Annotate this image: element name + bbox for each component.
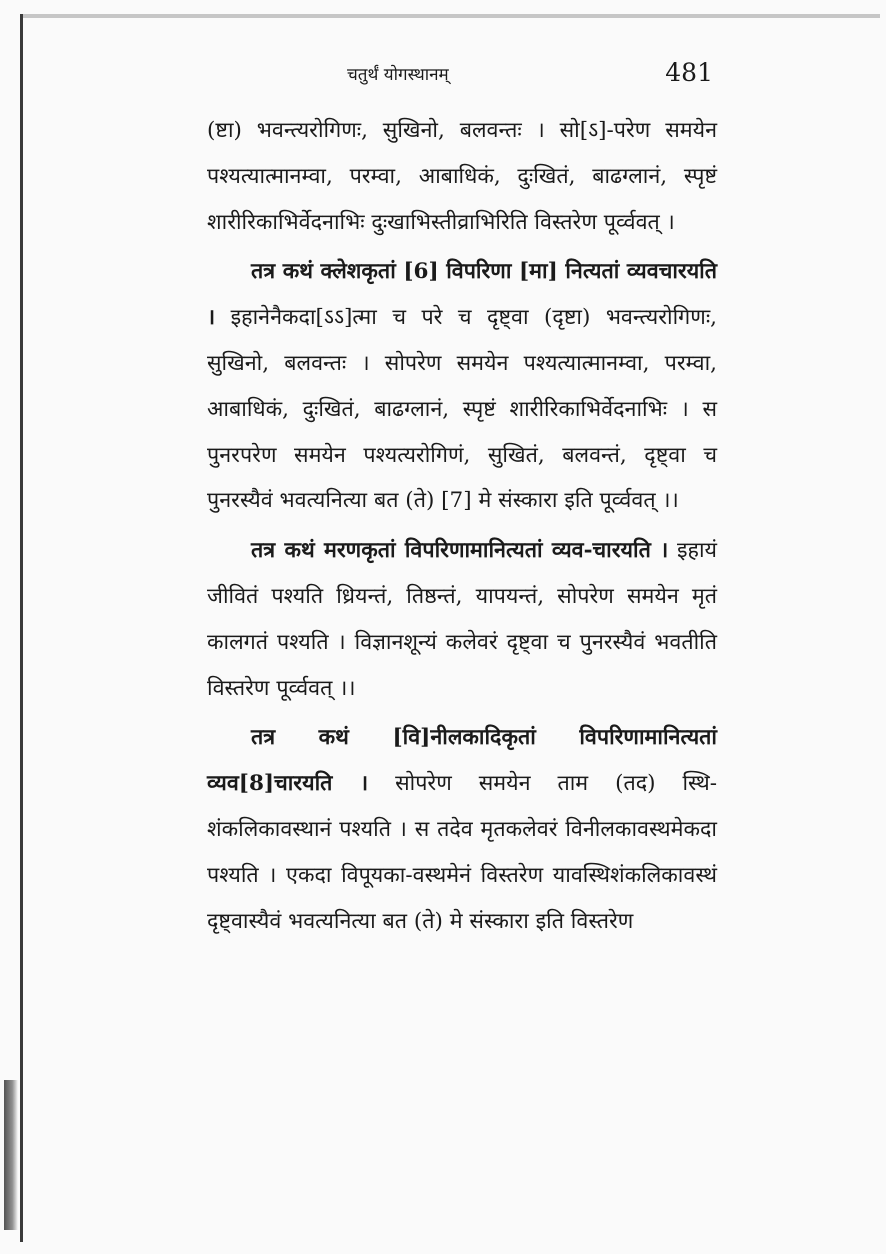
page-number: 481 [665,58,713,87]
paragraph-text: सोपरेण समयेन ताम (तद) स्थि-शंकलिकावस्थानं पश्यति । स तदेव मृतकलेवरं विनीलकावस्थमेकदा पश्यति । एकदा विपूयका-वस्थमेनं विस्तरेण यावस्थिशंकलिकावस्थं दृष्ट्वास्यैवं भवत्यनित्या बत (ते) मे संस्कारा इति विस्तरेण [207,771,717,934]
paragraph-vinilaka [207,715,717,944]
paragraph-text: इहानेनैकदा[ऽऽ]त्मा च परे च दृष्ट्वा (दृष्टा) भवन्त्यरोगिणः, सुखिनो, बलवन्तः । सोपरेण समयेन पश्यत्यात्मानम्वा, परम्वा, आबाधिकं, दुःखितं, बाढग्लानं, स्पृष्टं शारीरिकाभिर्वेदनाभिः । स पुनरपरेण समयेन पश्यत्यरोगिणं, सुखितं, बलवन्तं, दृष्ट्वा च पुनरस्यैवं भवत्यनित्या बत (ते) [7] मे संस्कारा इति पूर्व्ववत् ।। [207,305,717,514]
book-page [207,58,717,944]
paragraph-text: (ष्टा) भवन्त्यरोगिणः, सुखिनो, बलवन्तः । सो[ऽ]-परेण समयेन पश्यत्यात्मानम्वा, परम्वा, आबाधिकं, दुःखितं, बाढग्लानं, स्पृष्टं शारीरिकाभिर्वेदनाभिः दुःखाभिस्तीव्राभिरिति विस्तरेण पूर्व्ववत् । [207,118,717,235]
page-header [207,58,717,108]
paragraph-text: इहायं जीवितं पश्यति ध्रियन्तं, तिष्ठन्तं, यापयन्तं, सोपरेण समयेन मृतं कालगतं पश्यति । विज्ञानशून्यं कलेवरं दृष्ट्वा च पुनरस्यैवं भवतीति विस्तरेण पूर्व्ववत् ।। [207,538,717,701]
running-title: चतुर्थं योगस्थानम् [347,65,449,85]
scan-top-edge [20,14,880,18]
paragraph-heading: तत्र कथं [वि]नीलकादिकृतां विपरिणामानित्यतां व्यव[8]चारयति । [207,725,717,797]
paragraph-heading: तत्र कथं मरणकृतां विपरिणामानित्यतां व्यव-चारयति । [251,538,669,564]
paragraph-marana [207,528,717,711]
paragraph-klesha [207,249,717,524]
scan-binding-edge [20,14,23,1242]
paragraph-continuation [207,108,717,245]
scan-binding-shadow [4,1080,18,1230]
paragraph-heading: तत्र कथं क्लेशकृतां [6] विपरिणा [मा] नित्यतां व्यवचारयति । [207,259,717,331]
